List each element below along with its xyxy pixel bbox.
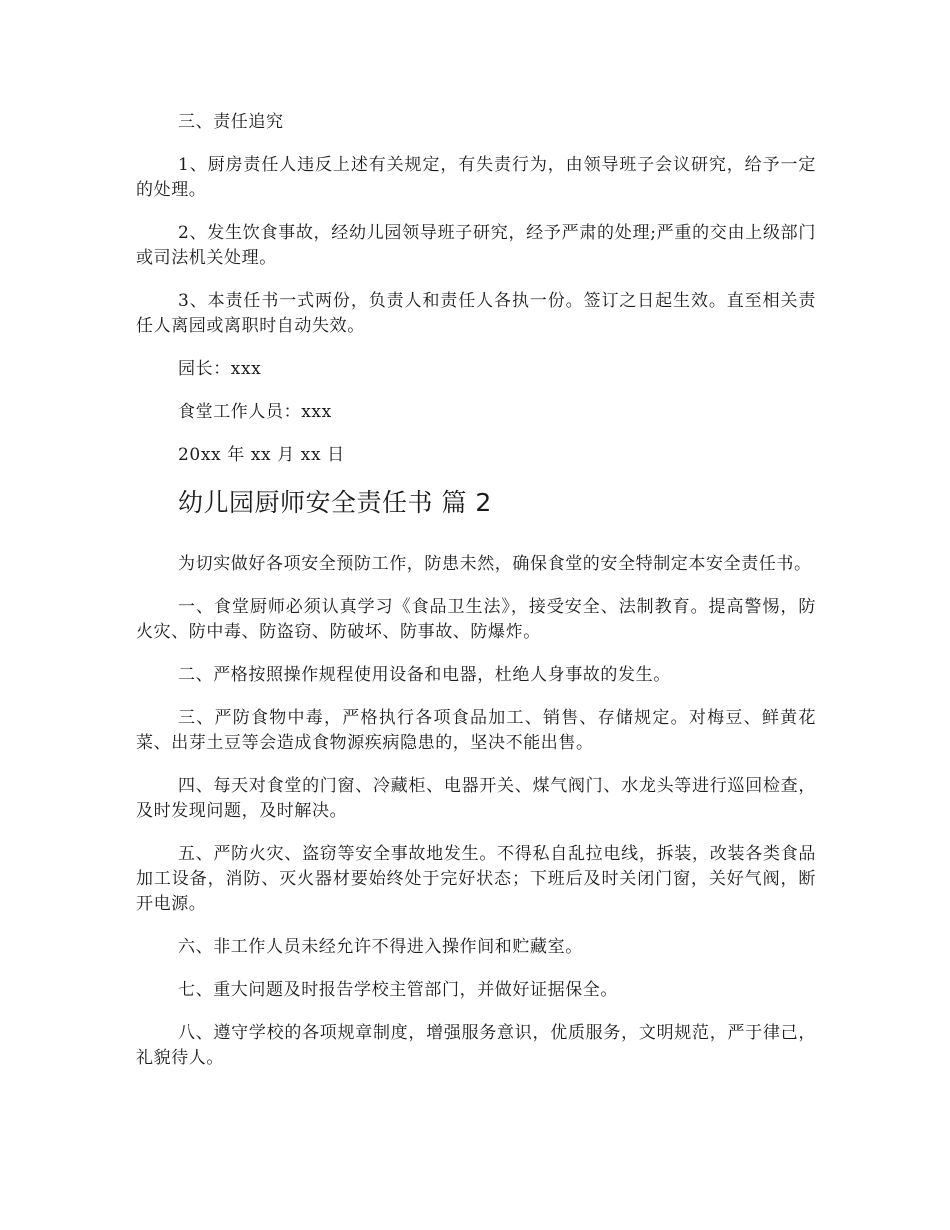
list-item: 八、遵守学校的各项规章制度，增强服务意识，优质服务，文明规范，严于律己，礼貌待人。: [136, 1023, 816, 1068]
paragraph: 3、本责任书一式两份，负责人和责任人各执一份。签订之日起生效。直至相关责任人离园或离职时自动失效。: [136, 291, 816, 336]
list-item: 三、严防食物中毒，严格执行各项食品加工、销售、存储规定。对梅豆、鲜黄花菜、出芽土豆等会造成食物源疾病隐患的，坚决不能出售。: [136, 708, 816, 753]
list-item: 一、食堂厨师必须认真学习《食品卫生法》，接受安全、法制教育。提高警惕，防火灾、防中毒、防盗窃、防破坏、防事故、防爆炸。: [136, 597, 816, 642]
signature-date: 20xx 年 xx 月 xx 日: [178, 445, 345, 465]
signature-staff: 食堂工作人员：xxx: [178, 402, 332, 422]
list-item: 二、严格按照操作规程使用设备和电器，杜绝人身事故的发生。: [178, 665, 671, 685]
document-title: 幼儿园厨师安全责任书 篇 2: [178, 488, 492, 517]
list-item: 六、非工作人员未经允许不得进入操作间和贮藏室。: [178, 937, 583, 957]
section-heading-responsibility: 三、责任追究: [178, 112, 284, 132]
list-item: 七、重大问题及时报告学校主管部门，并做好证据保全。: [178, 980, 618, 1000]
list-item: 五、严防火灾、盗窃等安全事故地发生。不得私自乱拉电线，拆装，改装各类食品加工设备，消防、灭火器材要始终处于完好状态；下班后及时关闭门窗，关好气阀，断开电源。: [136, 844, 816, 914]
intro-paragraph: 为切实做好各项安全预防工作，防患未然，确保食堂的安全特制定本安全责任书。: [178, 554, 812, 574]
paragraph: 1、厨房责任人违反上述有关规定，有失责行为，由领导班子会议研究，给予一定的处理。: [136, 155, 816, 200]
signature-principal: 园长：xxx: [178, 359, 262, 379]
paragraph: 2、发生饮食事故，经幼儿园领导班子研究，经予严肃的处理;严重的交由上级部门或司法机关处理。: [136, 223, 816, 268]
document-body: [136, 110, 816, 1089]
list-item: 四、每天对食堂的门窗、冷藏柜、电器开关、煤气阀门、水龙头等进行巡回检查，及时发现问题，及时解决。: [136, 776, 816, 821]
